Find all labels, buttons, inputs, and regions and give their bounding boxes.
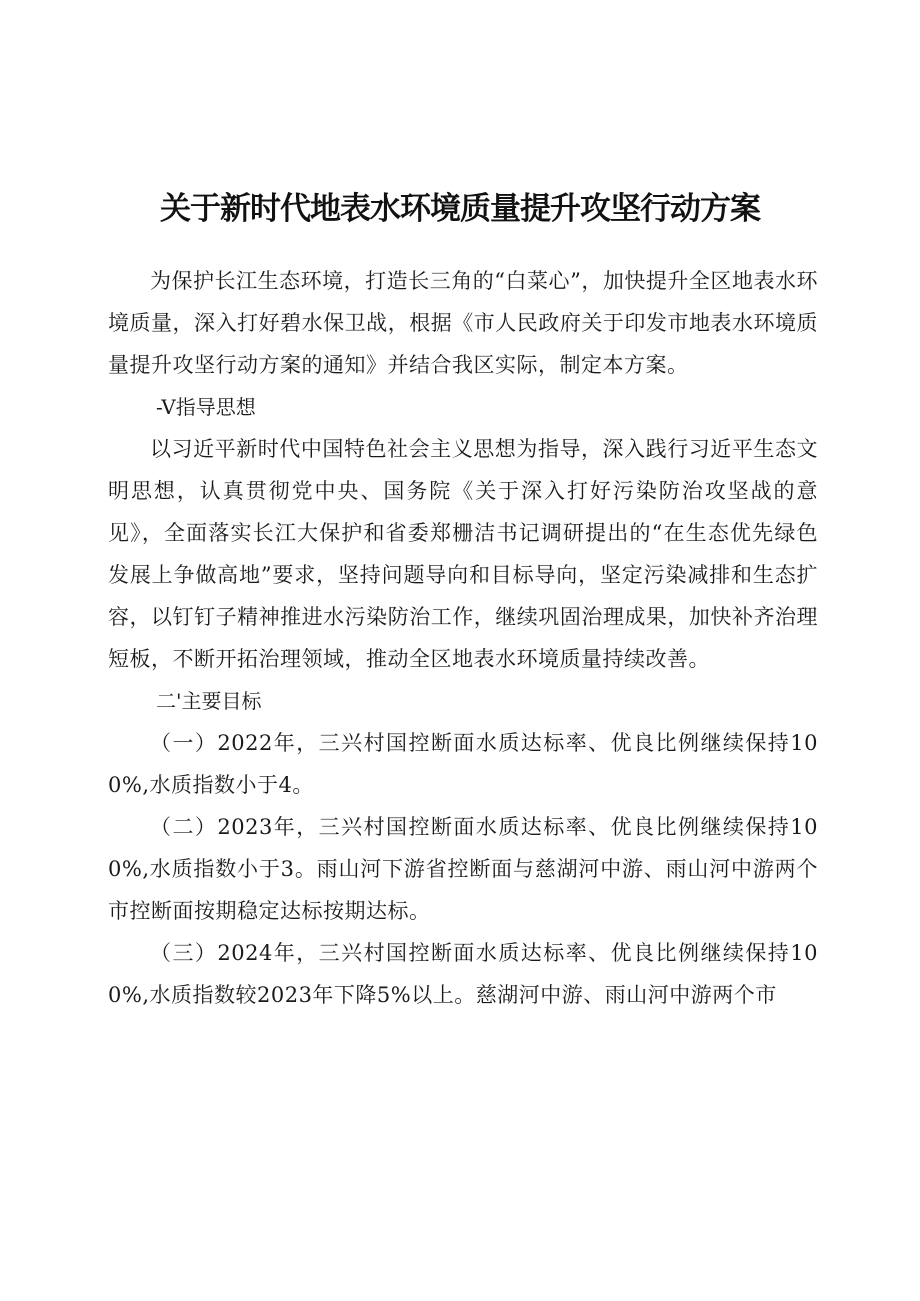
- goal-paragraph-2022: （一）2022年，三兴村国控断面水质达标率、优良比例继续保持100%,水质指数小于4。: [108, 731, 818, 797]
- section-heading-main-goals: 二'主要目标: [156, 689, 262, 713]
- guiding-thought-paragraph: 以习近平新时代中国特色社会主义思想为指导，深入践行习近平生态文明思想，认真贯彻党中央、国务院《关于深入打好污染防治攻坚战的意见》，全面落实长江大保护和省委郑栅洁书记调研提出的“在生态优先绿色发展上争做高地”要求，坚持问题导向和目标导向，坚定污染减排和生态扩容，以钉钉子精神推进水污染防治工作，继续巩固治理成果，加快补齐治理短板，不断开拓治理领域，推动全区地表水环境质量持续改善。: [108, 437, 818, 671]
- document-title: 关于新时代地表水环境质量提升攻坚行动方案: [160, 190, 760, 227]
- section-heading-guiding-thought: -V指导思想: [156, 395, 256, 419]
- intro-paragraph: 为保护长江生态环境，打造长三角的“白菜心”，加快提升全区地表水环境质量，深入打好碧水保卫战，根据《市人民政府关于印发市地表水环境质量提升攻坚行动方案的通知》并结合我区实际，制定本方案。: [108, 269, 818, 377]
- goal-paragraph-2024: （三）2024年，三兴村国控断面水质达标率、优良比例继续保持100%,水质指数较2023年下降5%以上。慈湖河中游、雨山河中游两个市: [108, 941, 818, 1007]
- document-body: [108, 260, 818, 1016]
- goal-paragraph-2023: （二）2023年，三兴村国控断面水质达标率、优良比例继续保持100%,水质指数小于3。雨山河下游省控断面与慈湖河中游、雨山河中游两个市控断面按期稳定达标按期达标。: [108, 815, 818, 923]
